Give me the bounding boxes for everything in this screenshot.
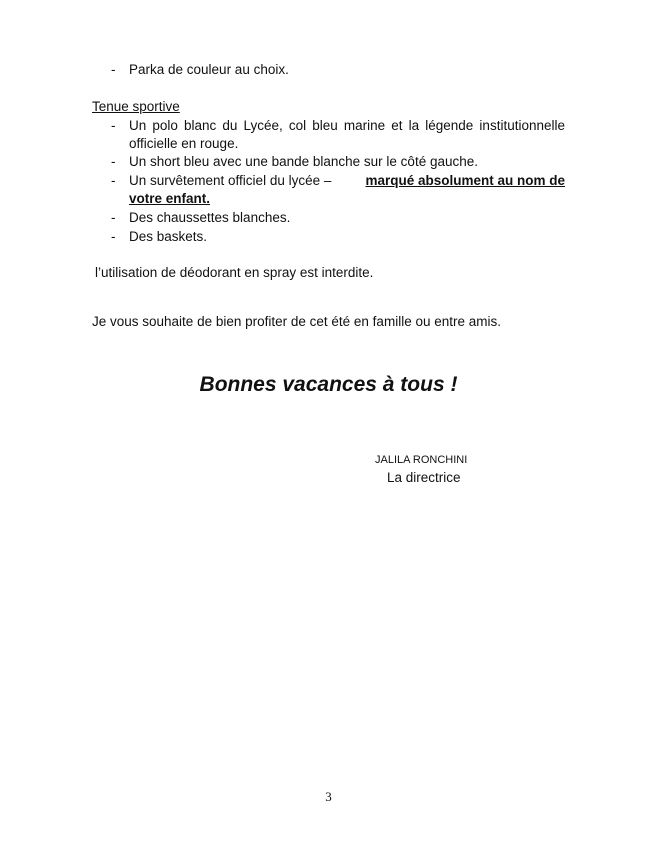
wish-paragraph: Je vous souhaite de bien profiter de cet été en famille ou entre amis. [92,314,501,329]
list-item-polo-line1: Un polo blanc du Lycée, col bleu marine et la légende institutionnelle [129,118,565,133]
survetement-emphasis-line2: votre enfant. [129,191,211,206]
deodorant-note: l’utilisation de déodorant en spray est interdite. [95,265,374,280]
list-item-survetement-line1 [129,172,565,190]
survetement-prefix: Un survêtement officiel du lycée – [129,173,336,188]
signature-name: JALILA RONCHINI [375,454,468,466]
bullet-dash: - [111,154,116,169]
page-number: 3 [325,789,332,804]
bullet-dash: - [111,62,116,77]
closing-heading: Bonnes vacances à tous ! [199,373,458,396]
survetement-emphasis-line1: marqué absolument au nom de [365,173,565,188]
list-item-polo-line2: officielle en rouge. [129,136,239,151]
list-item-baskets: Des baskets. [129,229,208,244]
bullet-dash: - [111,229,116,244]
signature-role: La directrice [387,470,461,485]
list-item-short: Un short bleu avec une bande blanche sur le côté gauche. [129,154,478,169]
list-item-chaussettes: Des chaussettes blanches. [129,210,291,225]
list-item-parka: Parka de couleur au choix. [129,62,289,77]
bullet-dash: - [111,173,116,188]
section-heading-sport: Tenue sportive [92,99,180,114]
bullet-dash: - [111,210,116,225]
bullet-dash: - [111,118,116,133]
